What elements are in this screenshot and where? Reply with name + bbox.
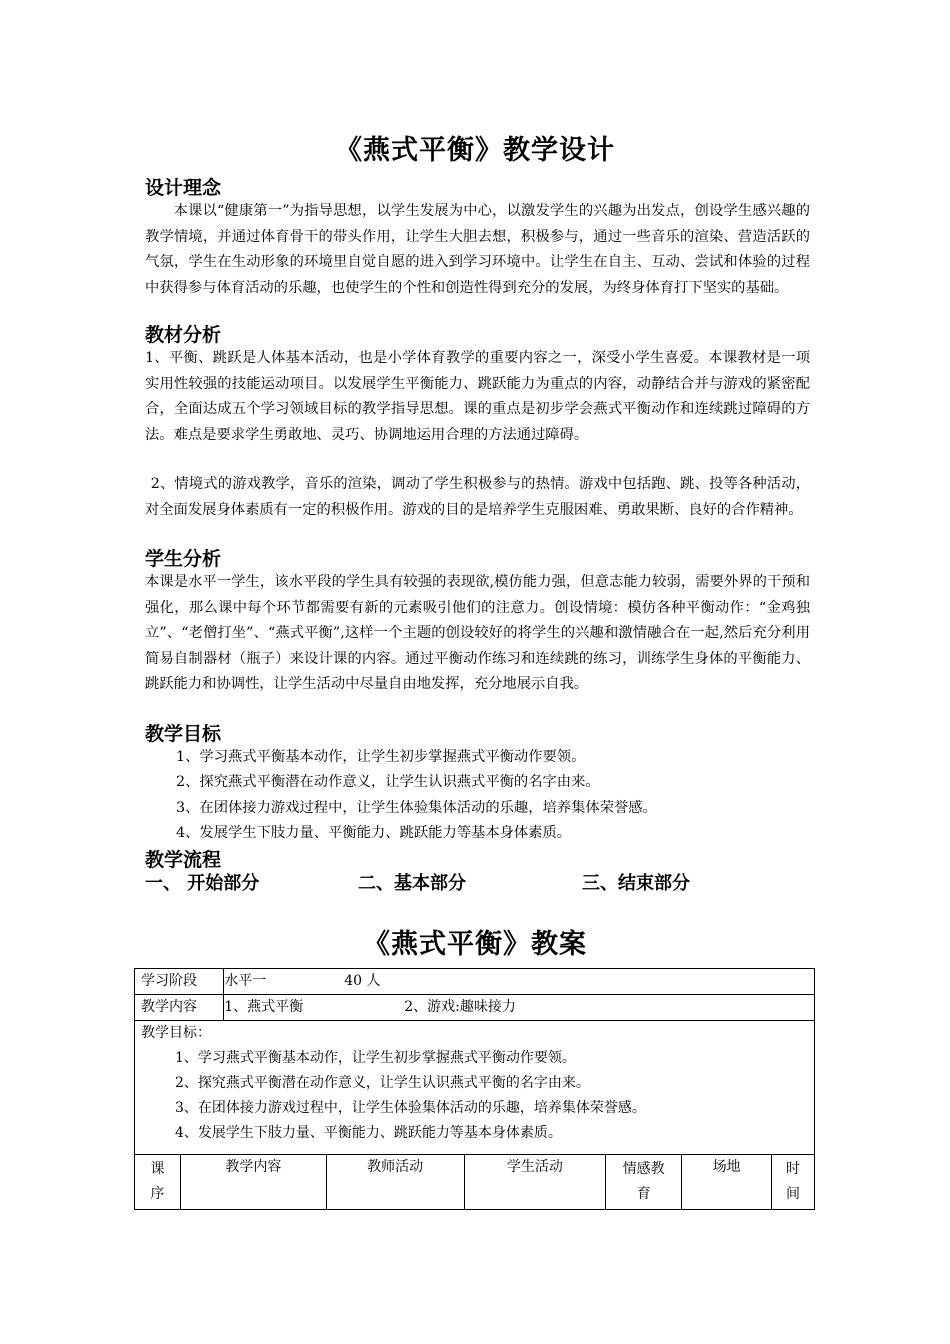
material-paragraph-1: 1、平衡、跳跃是人体基本活动，也是小学体育教学的重要内容之一，深受小学生喜爱。本课教材是一项实用性较强的技能运动项目。以发展学生平衡能力、跳跃能力为重点的内容，动静结合并与游戏的紧密配合，全面达成五个学习领域目标的教学指导思想。课的重点是初步学会燕式平衡动作和连续跳过障碍的方法。难点是要求学生勇敢地、灵巧、协调地运用合理的方法通过障碍。	[145, 350, 810, 443]
col-header-emotion: 情感教育	[606, 1155, 682, 1210]
col-header-teacher: 教师活动	[326, 1155, 464, 1210]
content-item-2: 2、游戏:趣味接力	[404, 999, 516, 1015]
goals-label: 教学目标：	[141, 1025, 211, 1041]
flow-part-basic: 二、基本部分	[358, 873, 466, 894]
list-item: 4、发展学生下肢力量、平衡能力、跳跃能力等基本身体素质。	[176, 825, 572, 842]
flow-part-start: 一、 开始部分	[145, 873, 260, 894]
stage-value: 水平一	[224, 973, 267, 989]
list-item: 3、在团体接力游戏过程中，让学生体验集体活动的乐趣，培养集体荣誉感。	[176, 799, 657, 816]
heading-flow: 教学流程	[145, 849, 222, 871]
flow-part-end: 三、结束部分	[582, 873, 690, 894]
table-header-row	[135, 1155, 815, 1210]
students-paragraph: 本课是水平一学生，该水平段的学生具有较强的表现欲,模仿能力强，但意志能力较弱，需要外界的干预和强化，那么课中每个环节都需要有新的元素吸引他们的注意力。创设情境：模仿各种平衡动作：“金鸡独立”、“老僧打坐”、“燕式平衡”,这样一个主题的创设较好的将学生的兴趣和激情融合在一起,然后充分利用简易自制器材（瓶子）来设计课的内容。通过平衡动作练习和连续跳的练习，训练学生身体的平衡能力、跳跃能力和协调性，让学生活动中尽量自由地发挥，充分地展示自我。	[145, 574, 810, 693]
heading-material: 教材分析	[145, 324, 222, 346]
plan-title: 《燕式平衡》教案	[363, 929, 587, 960]
table-row	[135, 969, 815, 995]
heading-goals: 教学目标	[145, 723, 222, 745]
content-item-1: 1、燕式平衡	[224, 999, 304, 1015]
plan-goal-item: 4、发展学生下肢力量、平衡能力、跳跃能力等基本身体素质。	[175, 1125, 562, 1141]
heading-students: 学生分析	[145, 548, 222, 570]
content-label: 教学内容	[135, 995, 224, 1020]
list-item: 2、探究燕式平衡潜在动作意义，让学生认识燕式平衡的名字由来。	[176, 774, 600, 791]
stage-label: 学习阶段	[135, 969, 224, 994]
col-header-venue: 场地	[682, 1155, 772, 1210]
material-paragraph-2: 2、情境式的游戏教学，音乐的渲染，调动了学生积极参与的热情。游戏中包括跑、跳、投等各种活动，对全面发展身体素质有一定的积极作用。游戏的目的是培养学生克服困难、勇敢果断、良好的合作精神。	[145, 476, 810, 518]
col-header-content: 教学内容	[180, 1155, 326, 1210]
heading-concept: 设计理念	[145, 177, 222, 199]
col-header-lesson-order: 课序	[135, 1155, 181, 1210]
plan-goal-item: 3、在团体接力游戏过程中，让学生体验集体活动的乐趣，培养集体荣誉感。	[175, 1100, 646, 1116]
col-header-time: 时间	[771, 1155, 814, 1210]
table-row	[135, 995, 815, 1021]
document-title: 《燕式平衡》教学设计	[335, 135, 615, 166]
goals-list	[176, 745, 816, 847]
list-item: 1、学习燕式平衡基本动作，让学生初步掌握燕式平衡动作要领。	[176, 749, 586, 765]
plan-goal-item: 2、探究燕式平衡潜在动作意义，让学生认识燕式平衡的名字由来。	[175, 1075, 590, 1091]
plan-goal-item: 1、学习燕式平衡基本动作，让学生初步掌握燕式平衡动作要领。	[175, 1050, 576, 1066]
lesson-plan-table	[134, 968, 815, 1210]
col-header-student: 学生活动	[464, 1155, 606, 1210]
table-row	[135, 1021, 815, 1155]
concept-paragraph: 本课以“健康第一”为指导思想，以学生发展为中心，以激发学生的兴趣为出发点，创设学生感兴趣的教学情境，并通过体育骨干的带头作用，让学生大胆去想，积极参与，通过一些音乐的渲染、营造活跃的气氛，学生在生动形象的环境里自觉自愿的进入到学习环境中。让学生在自主、互动、尝试和体验的过程中获得参与体育活动的乐趣，也使学生的个性和创造性得到充分的发展，为终身体育打下坚实的基础。	[145, 203, 810, 296]
class-size: 40 人	[344, 973, 381, 989]
